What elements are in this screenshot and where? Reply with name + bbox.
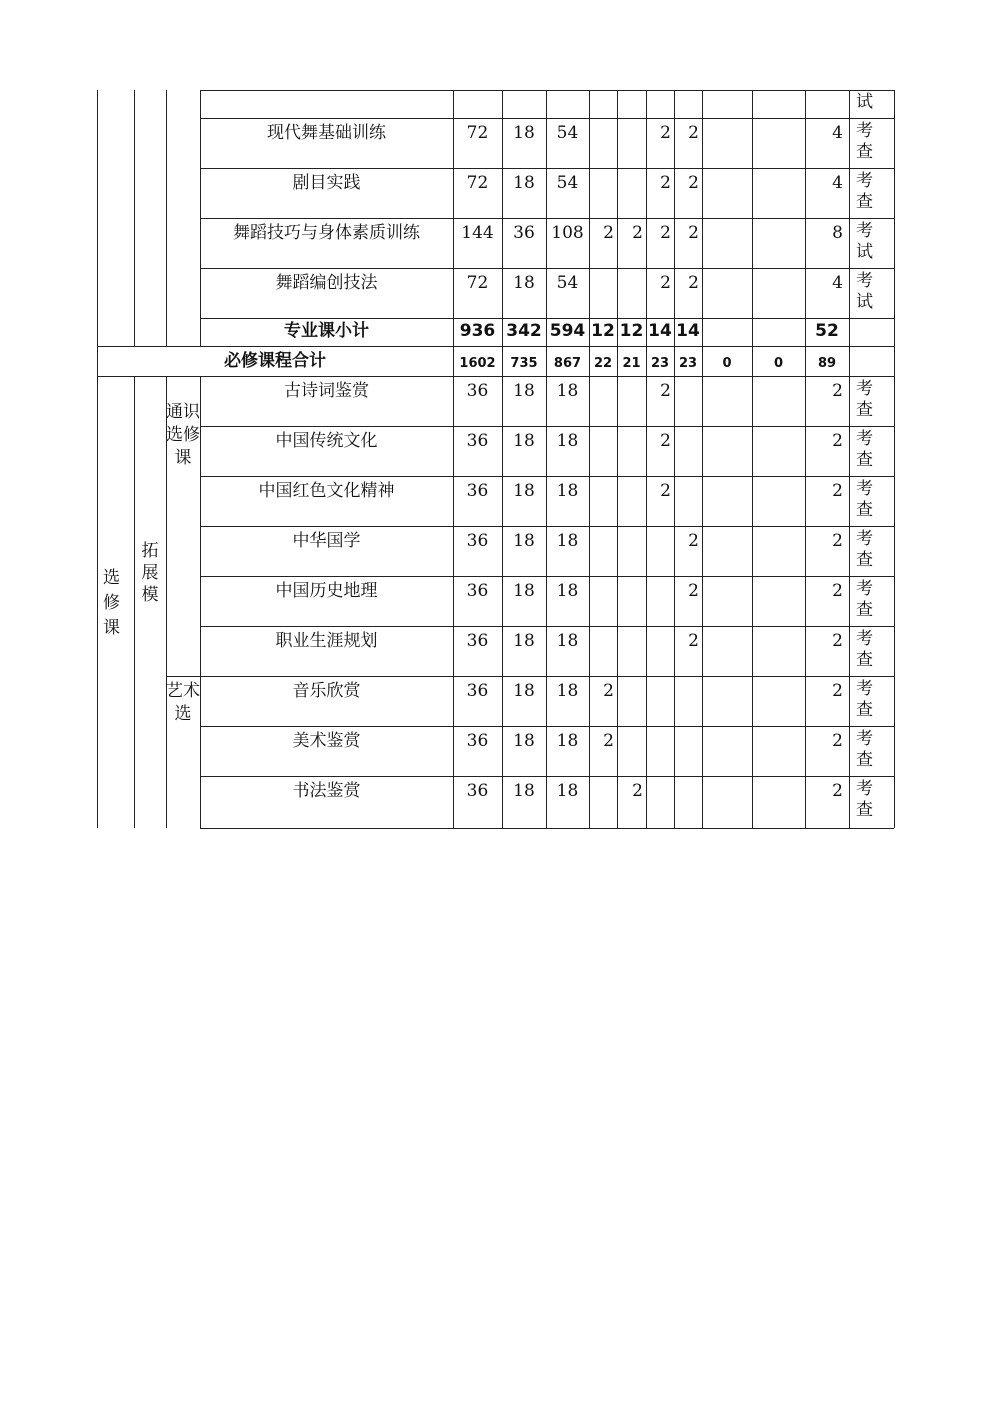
major-row-practice-cell: 54 — [556, 123, 579, 143]
elective-row-total-cell: 36 — [466, 731, 489, 751]
table-horizontal-line — [97, 346, 894, 347]
table-vertical-line — [849, 90, 850, 828]
major-row-total-cell: 144 — [461, 223, 494, 243]
elective-row-practice-cell: 18 — [556, 431, 579, 451]
elective-row-s2-cell: 2 — [632, 781, 643, 801]
table-vertical-line — [134, 90, 135, 346]
required-total-s3-cell: 23 — [650, 356, 670, 371]
elective-row-course-name: 中国传统文化 — [275, 431, 378, 451]
table-horizontal-line — [200, 118, 894, 119]
exam-method: 考查 — [856, 429, 873, 470]
required-total-s4-cell: 23 — [678, 356, 698, 371]
exam-method: 考查 — [856, 479, 873, 520]
table-vertical-line — [97, 90, 98, 346]
table-vertical-line — [502, 90, 503, 828]
elective-row-credit-cell: 2 — [832, 381, 843, 401]
table-horizontal-line — [200, 426, 894, 427]
elective-row-total-cell: 36 — [466, 631, 489, 651]
major-row-theory-cell: 18 — [513, 273, 535, 293]
major-subtotal-s4-cell: 14 — [676, 321, 700, 341]
elective-row-s3-cell: 2 — [660, 381, 671, 401]
elective-row-credit-cell: 2 — [832, 481, 843, 501]
required-total-s5-cell: 0 — [722, 356, 732, 371]
table-horizontal-line — [200, 626, 894, 627]
table-vertical-line — [894, 376, 895, 828]
elective-row-s3-cell: 2 — [660, 481, 671, 501]
major-subtotal-theory-cell: 342 — [506, 321, 542, 341]
table-vertical-line — [166, 90, 167, 346]
table-horizontal-line — [200, 676, 894, 677]
major-row-total-cell: 72 — [466, 173, 489, 193]
elective-row-total-cell: 36 — [466, 781, 489, 801]
required-total-s2-cell: 21 — [622, 356, 641, 371]
major-row-course-name: 舞蹈编创技法 — [275, 273, 378, 293]
elective-row-total-cell: 36 — [466, 581, 489, 601]
major-row-s3-cell: 2 — [660, 173, 671, 193]
required-total-credit-cell: 89 — [817, 356, 837, 371]
major-row-s4-cell: 2 — [688, 173, 699, 193]
elective-row-course-name: 书法鉴赏 — [292, 781, 361, 801]
required-total-total-cell: 1602 — [459, 356, 496, 371]
elective-row-total-cell: 36 — [466, 481, 489, 501]
elective-row-total-cell: 36 — [466, 531, 489, 551]
table-vertical-line — [453, 90, 454, 828]
major-row-total-cell: 72 — [466, 273, 489, 293]
elective-category-label: 选修课 — [103, 568, 120, 638]
major-row-credit-cell: 4 — [832, 173, 843, 193]
elective-row-theory-cell: 18 — [513, 531, 535, 551]
elective-row-course-name: 中国红色文化精神 — [258, 481, 395, 501]
elective-row-s1-cell: 2 — [603, 731, 614, 751]
table-horizontal-line — [200, 268, 894, 269]
major-subtotal-practice-cell: 594 — [549, 321, 586, 341]
major-row-theory-cell: 18 — [513, 173, 535, 193]
elective-row-practice-cell: 18 — [556, 631, 579, 651]
table-vertical-line — [805, 90, 806, 828]
major-row-s4-cell: 2 — [688, 273, 699, 293]
major-row-total-cell: 72 — [466, 123, 489, 143]
elective-row-theory-cell: 18 — [513, 731, 535, 751]
elective-row-theory-cell: 18 — [513, 631, 535, 651]
elective-row-s4-cell: 2 — [688, 631, 699, 651]
exam-method: 考查 — [856, 379, 873, 420]
table-horizontal-line — [166, 676, 200, 677]
table-horizontal-line — [200, 90, 894, 91]
major-row-course-name: 剧目实践 — [292, 173, 361, 193]
elective-row-course-name: 美术鉴赏 — [292, 731, 361, 751]
required-total-label: 必修课程合计 — [224, 351, 326, 371]
major-row-course-name: 现代舞基础训练 — [267, 123, 386, 143]
major-row-theory-cell: 18 — [513, 123, 535, 143]
elective-row-course-name: 中华国学 — [292, 531, 361, 551]
major-row-s1-cell: 2 — [603, 223, 614, 243]
elective-row-theory-cell: 18 — [513, 681, 535, 701]
elective-row-course-name: 音乐欣赏 — [292, 681, 361, 701]
major-row-s4-cell: 2 — [688, 223, 699, 243]
major-subtotal-course-name: 专业课小计 — [284, 321, 369, 341]
required-total-s1-cell: 22 — [593, 356, 613, 371]
exam-method: 考查 — [856, 121, 873, 162]
exam-method: 考查 — [856, 171, 873, 212]
major-row-s2-cell: 2 — [632, 223, 643, 243]
table-horizontal-line — [200, 776, 894, 777]
major-row-credit-cell: 4 — [832, 273, 843, 293]
elective-row-total-cell: 36 — [466, 381, 489, 401]
major-row-s3-cell: 2 — [660, 223, 671, 243]
table-horizontal-line — [200, 526, 894, 527]
major-row-credit-cell: 4 — [832, 123, 843, 143]
exam-method: 考试 — [856, 271, 873, 312]
table-horizontal-line — [200, 168, 894, 169]
elective-row-course-name: 职业生涯规划 — [275, 631, 378, 651]
elective-row-credit-cell: 2 — [832, 431, 843, 451]
elective-row-course-name: 古诗词鉴赏 — [284, 381, 369, 401]
table-vertical-line — [702, 90, 703, 828]
major-row-credit-cell: 8 — [832, 223, 843, 243]
elective-row-credit-cell: 2 — [832, 631, 843, 651]
elective-row-total-cell: 36 — [466, 681, 489, 701]
table-horizontal-line — [200, 318, 894, 319]
exam-method: 考查 — [856, 529, 873, 570]
expansion-module-label: 拓展模 — [141, 541, 159, 605]
table-vertical-line — [617, 90, 618, 828]
table-horizontal-line — [97, 376, 894, 377]
elective-row-credit-cell: 2 — [832, 781, 843, 801]
major-subtotal-s3-cell: 14 — [648, 321, 672, 341]
elective-row-s1-cell: 2 — [603, 681, 614, 701]
elective-row-theory-cell: 18 — [513, 781, 535, 801]
exam-method: 考查 — [856, 629, 873, 670]
table-horizontal-line — [200, 576, 894, 577]
major-subtotal-credit-cell: 52 — [815, 321, 839, 341]
major-row-course-name: 舞蹈技巧与身体素质训练 — [233, 223, 420, 243]
table-vertical-line — [674, 90, 675, 828]
table-horizontal-line — [200, 476, 894, 477]
exam-method: 考查 — [856, 579, 873, 620]
required-total-theory-cell: 735 — [510, 356, 538, 371]
elective-row-theory-cell: 18 — [513, 431, 535, 451]
elective-row-s4-cell: 2 — [688, 581, 699, 601]
elective-row-s4-cell: 2 — [688, 531, 699, 551]
major-subtotal-total-cell: 936 — [459, 321, 496, 341]
elective-row-credit-cell: 2 — [832, 581, 843, 601]
required-total-s6-cell: 0 — [773, 356, 784, 371]
major-row-theory-cell: 36 — [513, 223, 535, 243]
elective-row-credit-cell: 2 — [832, 531, 843, 551]
major-subtotal-s1-cell: 12 — [591, 321, 615, 341]
elective-row-practice-cell: 18 — [556, 581, 579, 601]
table-vertical-line — [546, 90, 547, 828]
elective-row-credit-cell: 2 — [832, 731, 843, 751]
elective-row-theory-cell: 18 — [513, 481, 535, 501]
elective-row-practice-cell: 18 — [556, 381, 579, 401]
table-vertical-line — [894, 346, 895, 376]
exam-method: 考试 — [856, 221, 873, 262]
elective-row-practice-cell: 18 — [556, 481, 579, 501]
table-vertical-line — [589, 90, 590, 828]
elective-row-credit-cell: 2 — [832, 681, 843, 701]
elective-row-theory-cell: 18 — [513, 381, 535, 401]
elective-row-s3-cell: 2 — [660, 431, 671, 451]
major-subtotal-s2-cell: 12 — [619, 321, 644, 341]
exam-method: 考查 — [856, 779, 873, 820]
elective-row-practice-cell: 18 — [556, 731, 579, 751]
major-row-s4-cell: 2 — [688, 123, 699, 143]
elective-row-practice-cell: 18 — [556, 681, 579, 701]
table-vertical-line — [752, 90, 753, 828]
major-row-practice-cell: 108 — [551, 223, 584, 243]
major-row-practice-cell: 54 — [556, 273, 579, 293]
table-horizontal-line — [200, 726, 894, 727]
exam-method: 考查 — [856, 729, 873, 770]
elective-row-theory-cell: 18 — [513, 581, 535, 601]
exam-method: 试 — [856, 92, 873, 112]
table-horizontal-line — [200, 828, 894, 829]
exam-method: 考查 — [856, 679, 873, 720]
table-horizontal-line — [200, 218, 894, 219]
major-row-s3-cell: 2 — [660, 273, 671, 293]
elective-row-course-name: 中国历史地理 — [275, 581, 378, 601]
elective-row-practice-cell: 18 — [556, 531, 579, 551]
elective-row-practice-cell: 18 — [556, 781, 579, 801]
major-row-practice-cell: 54 — [556, 173, 579, 193]
elective-row-total-cell: 36 — [466, 431, 489, 451]
general-elective-label: 通识选修课 — [166, 402, 200, 468]
art-elective-label: 艺术选 — [166, 681, 200, 724]
required-total-practice-cell: 867 — [553, 356, 582, 371]
major-row-s3-cell: 2 — [660, 123, 671, 143]
table-vertical-line — [646, 90, 647, 828]
